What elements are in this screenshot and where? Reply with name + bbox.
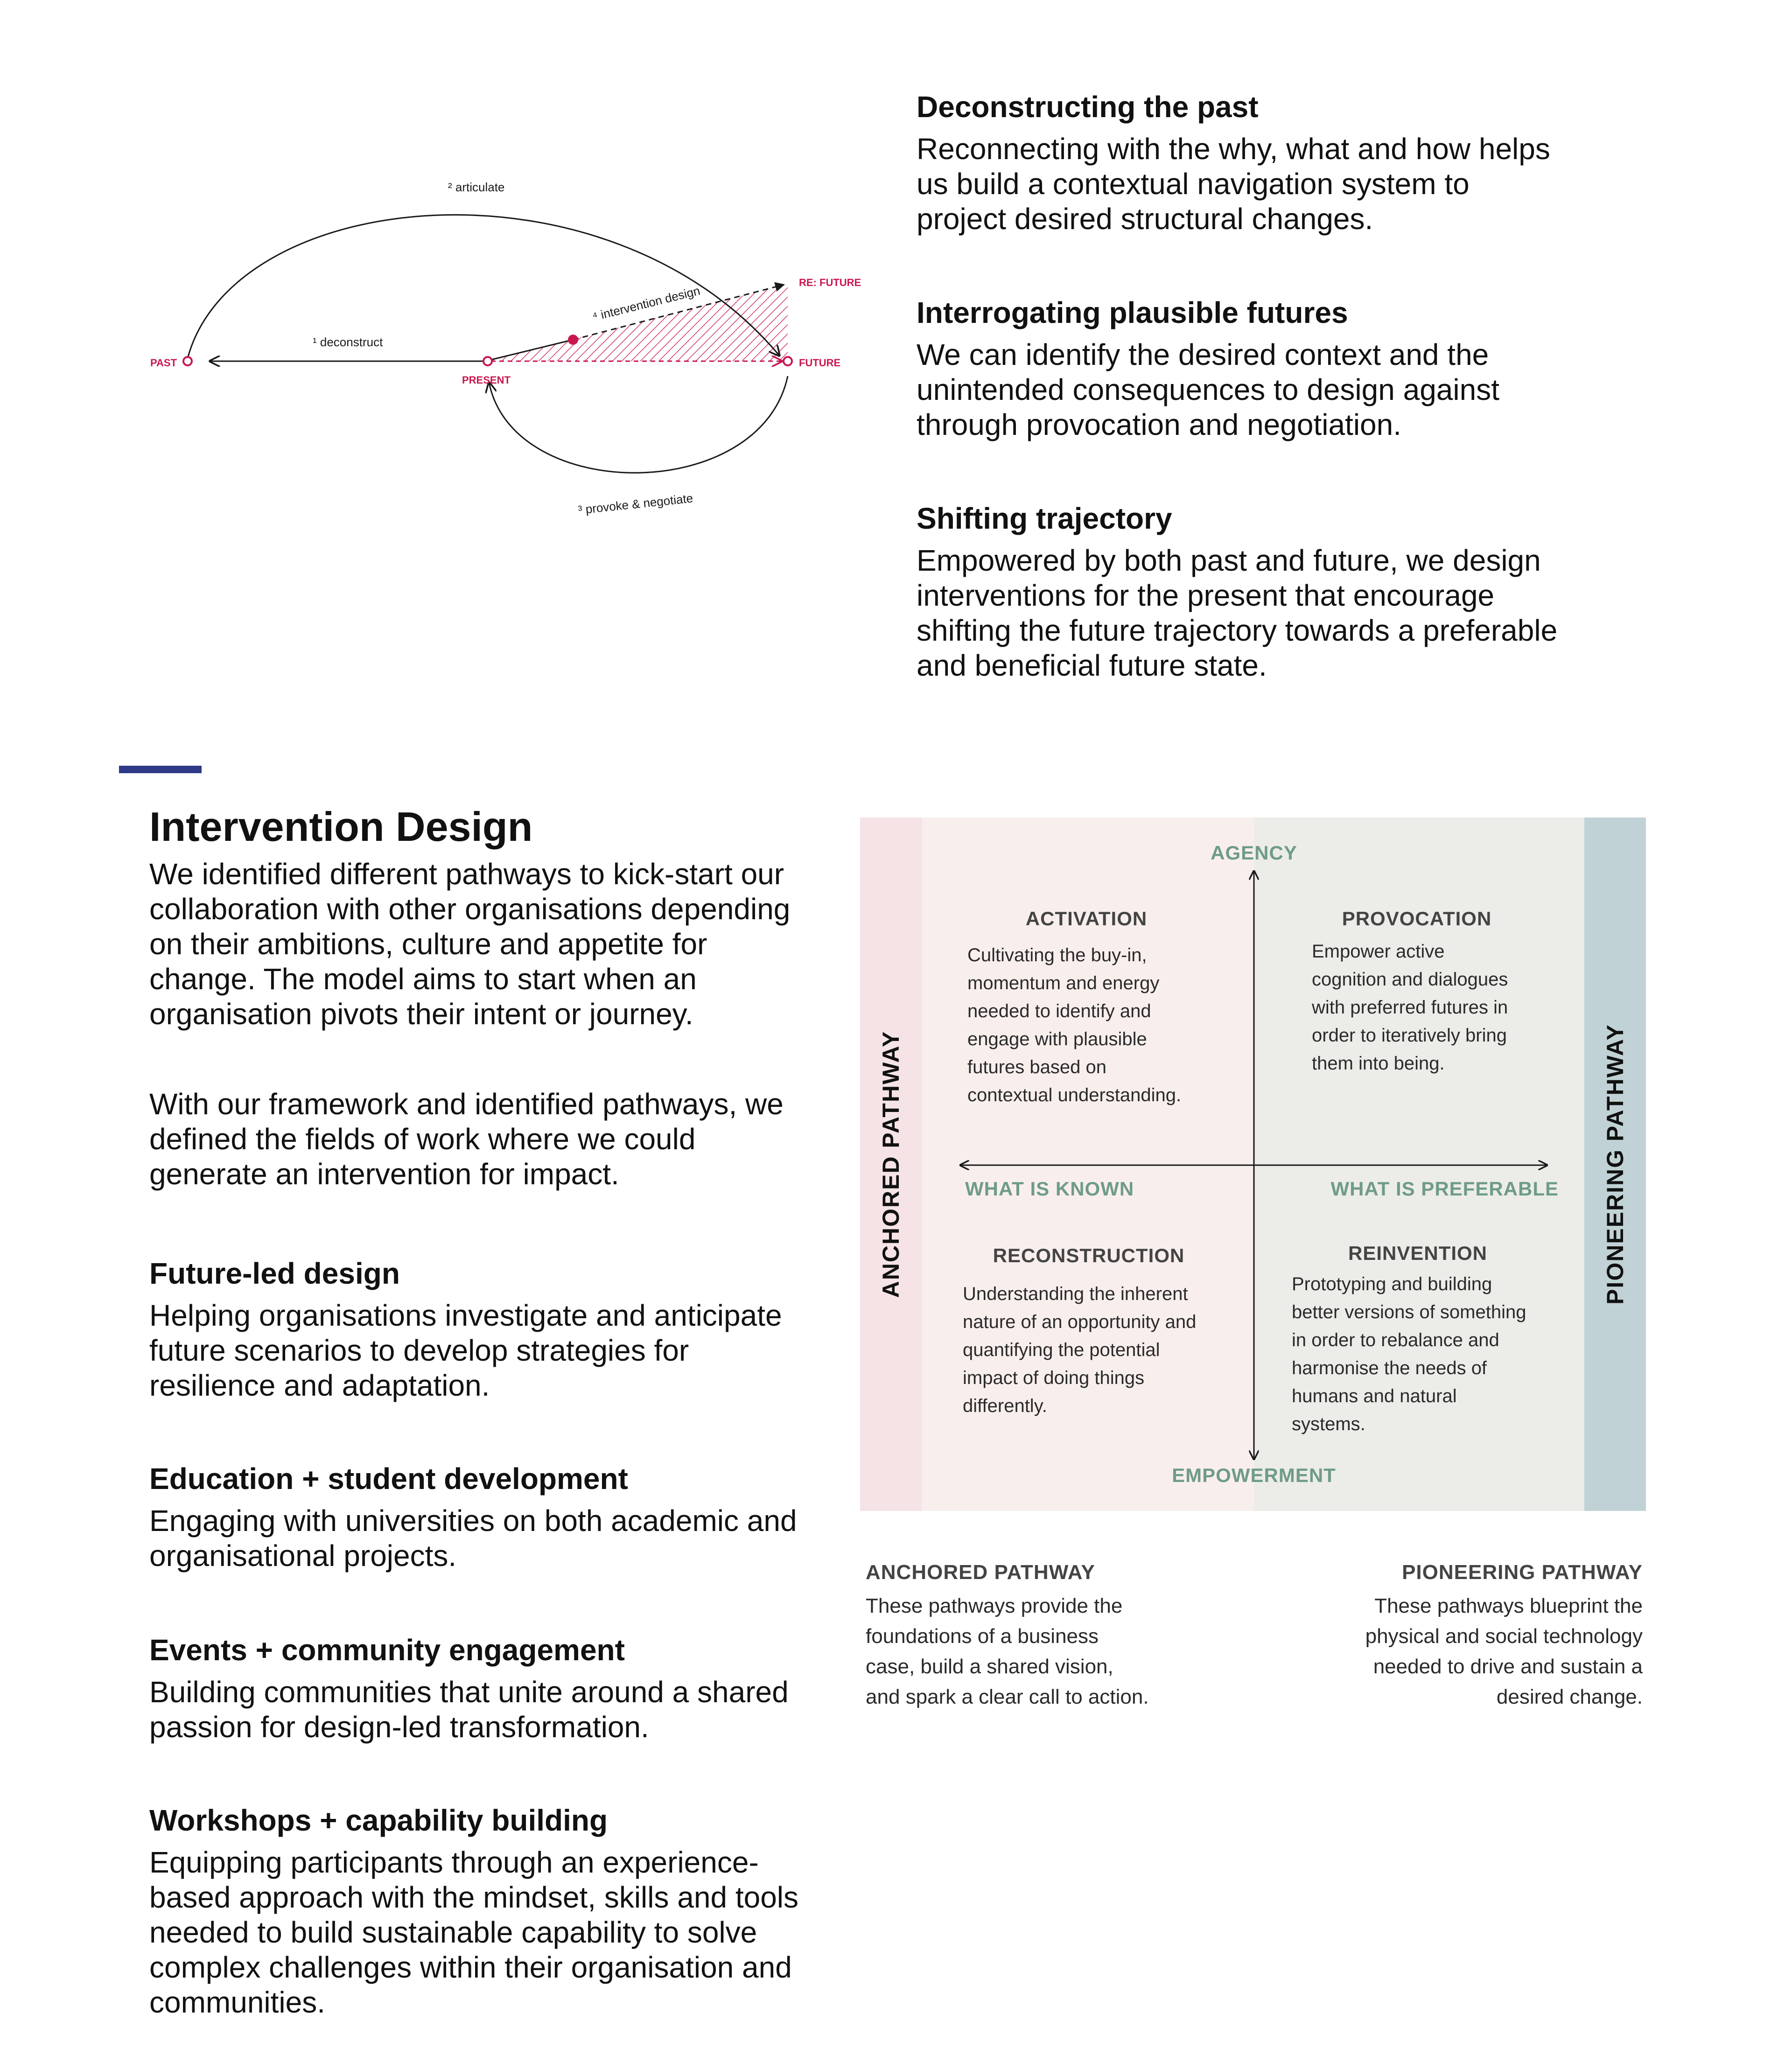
present-node [483,357,492,365]
quadrant-reinvention: REINVENTION Prototyping and building better versions of something in order to rebalance and harmonise the needs of humans and natural systems. [1292,1242,1562,1438]
anchored-pathway-note: ANCHORED PATHWAY These pathways provide the foundations of a business case, build a shared vision, and spark a clear call to action. [866,1561,1239,1712]
step-deconstructing: Deconstructing the past Reconnecting with the why, what and how helps us build a contextual navigation system to project desired structural changes. [917,89,1757,237]
field-education: Education + student development Engaging with universities on both academic and organisational projects. [149,1461,849,1573]
quadrant-activation: ACTIVATION Cultivating the buy-in, momentum and energy needed to identify and engage with plausible futures based on contextual understanding. [967,908,1219,1109]
provoke-arc [489,376,788,473]
empowerment-label: EMPOWERMENT [1172,1464,1336,1486]
note-title: PIONEERING PATHWAY [1402,1561,1643,1584]
pathway-grid [860,818,1646,1511]
step-interrogating: Interrogating plausible futures We can identify the desired context and the unintended consequences to design against through provocation and negotiation. [917,294,1757,442]
quadrant-reconstruction: RECONSTRUCTION Understanding the inherent nature of an opportunity and quantifying the potential impact of doing things differently. [963,1244,1224,1420]
future-node [784,357,792,365]
step-title: Interrogating plausible futures [917,296,1348,329]
field-events: Events + community engagement Building communities that unite around a shared passion for design-led transformation. [149,1632,849,1745]
field-title: Events + community engagement [149,1633,625,1667]
step-shifting: Shifting trajectory Empowered by both past and future, we design interventions for the present that encourage shifting the future trajectory towards a preferable and beneficial future state. [917,500,1757,683]
note-title: ANCHORED PATHWAY [866,1561,1095,1584]
section-title: Intervention Design [149,804,533,850]
anchored-pathway-label: ANCHORED PATHWAY [878,1030,904,1298]
field-title: Education + student development [149,1462,628,1496]
present-label: PRESENT [462,374,511,386]
step-title: Shifting trajectory [917,502,1172,535]
what-is-preferable-label: WHAT IS PREFERABLE [1330,1178,1559,1200]
field-future-led: Future-led design Helping organisations investigate and anticipate future scenarios to develop strategies for resilience and adaptation. [149,1255,849,1403]
pioneering-pathway-note: PIONEERING PATHWAY These pathways blueprint the physical and social technology needed to drive and sustain a desired change. [1269,1561,1643,1712]
field-title: Future-led design [149,1257,400,1290]
quadrant-title: REINVENTION [1348,1242,1488,1264]
past-label: PAST [150,357,177,369]
pioneering-pathway-label: PIONEERING PATHWAY [1602,1024,1628,1305]
field-title: Workshops + capability building [149,1803,608,1837]
field-workshops: Workshops + capability building Equipping participants through an experience- based approach with the mindset, skills and tools needed to build sustainable capability to solve complex challenges within their organisation and communities. [149,1802,849,2020]
quadrant-title: PROVOCATION [1342,908,1492,930]
intro-paragraph-1: We identified different pathways to kick-start our collaboration with other organisations depending on their ambitions, culture and appetite for change. The model aims to start when an organisation pivots their intent or journey. [149,857,791,1031]
step-title: Deconstructing the past [917,90,1259,124]
past-node [183,357,192,365]
timeline-diagram [140,168,887,532]
quadrant-title: ACTIVATION [1025,908,1148,930]
what-is-known-label: WHAT IS KNOWN [965,1178,1134,1200]
intervention-node [568,335,578,345]
agency-label: AGENCY [1211,842,1297,864]
provoke-label: ³ provoke & negotiate [577,491,694,517]
future-label: FUTURE [799,357,841,369]
quadrant-provocation: PROVOCATION Empower active cognition and dialogues with preferred futures in order to iteratively bring them into being. [1312,908,1564,1077]
section-accent-bar [119,766,202,773]
articulate-label: ² articulate [448,180,505,194]
deconstruct-label: ¹ deconstruct [313,335,383,349]
quadrant-title: RECONSTRUCTION [993,1244,1185,1266]
intervention-design-section [149,804,849,1192]
intervention-label: ⁴ intervention design [591,283,702,324]
intro-paragraph-2: With our framework and identified pathways, we defined the fields of work where we could generate an intervention for impact. [149,1087,784,1191]
re-future-label: RE: FUTURE [799,277,861,288]
